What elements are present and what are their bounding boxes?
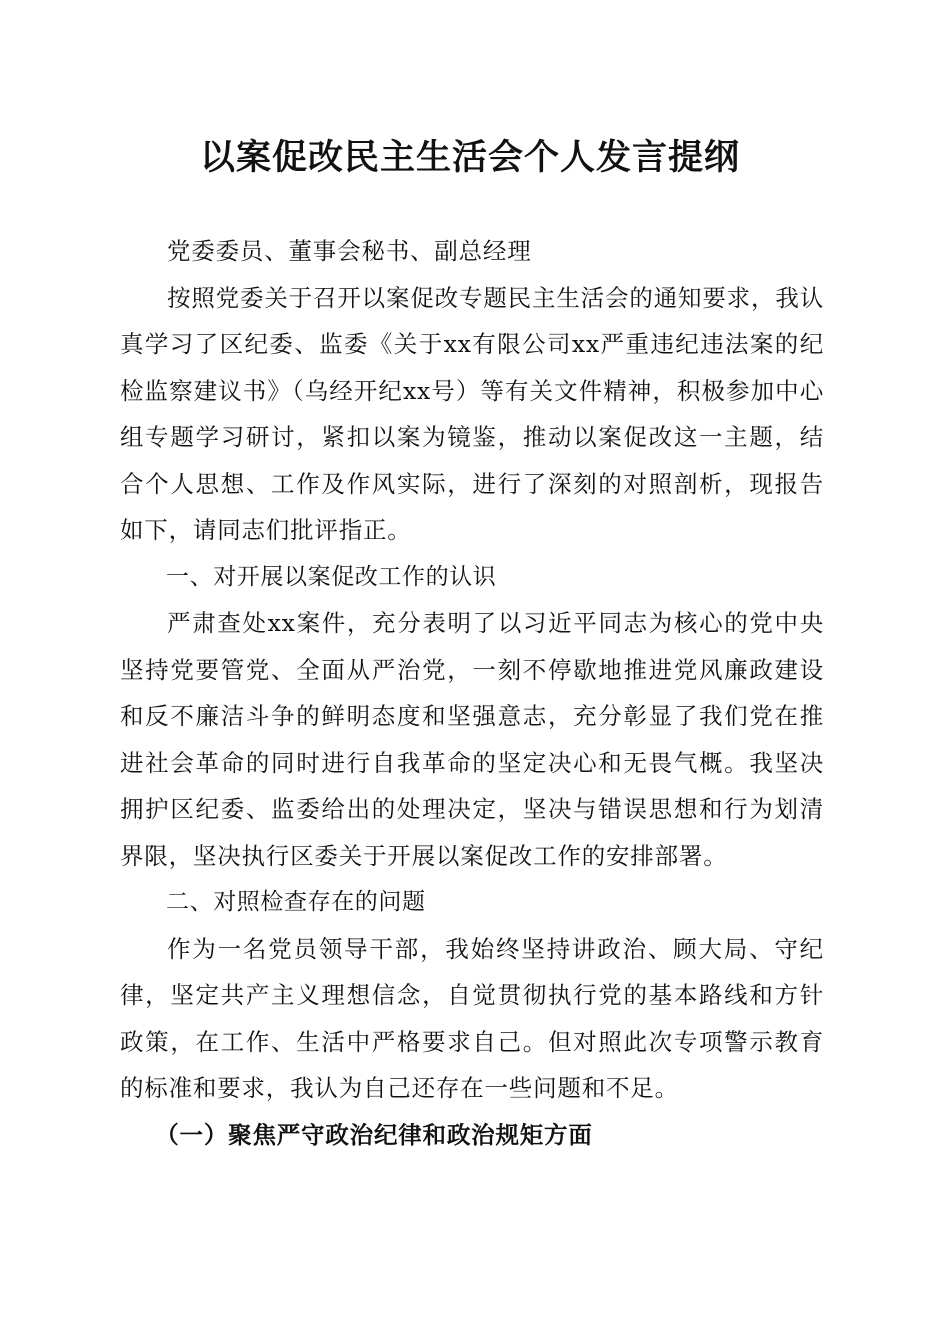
section-heading: 一、对开展以案促改工作的认识 xyxy=(166,563,497,590)
document-title: 以案促改民主生活会个人发言提纲 xyxy=(199,137,740,178)
intro-paragraph: 按照党委关于召开以案促改专题民主生活会的通知要求，我认真学习了区纪委、监委《关于xx有限公司xx严重违纪违法案的纪检监察建议书》（乌经开纪xx号）等有关文件精神，积极参加中心组专题学习研讨，紧扣以案为镜鉴，推动以案促改这一主题，结合个人思想、工作及作风实际，进行了深刻的对照剖析，现报告如下，请同志们批评指正。 xyxy=(120,283,824,544)
document-body xyxy=(120,228,824,1158)
subsection-heading: （一）聚焦严守政治纪律和政治规矩方面 xyxy=(155,1120,593,1149)
section-paragraph: 作为一名党员领导干部，我始终坚持讲政治、顾大局、守纪律，坚定共产主义理想信念，自觉贯彻执行党的基本路线和方针政策，在工作、生活中严格要求自己。但对照此次专项警示教育的标准和要求，我认为自己还存在一些问题和不足。 xyxy=(120,934,824,1102)
section-paragraph: 严肃查处xx案件，充分表明了以习近平同志为核心的党中央坚持党要管党、全面从严治党，一刻不停歇地推进党风廉政建设和反不廉洁斗争的鲜明态度和坚强意志，充分彰显了我们党在推进社会革命的同时进行自我革命的坚定决心和无畏气概。我坚决拥护区纪委、监委给出的处理决定，坚决与错误思想和行为划清界限，坚决执行区委关于开展以案促改工作的安排部署。 xyxy=(120,609,824,870)
section-heading: 二、对照检查存在的问题 xyxy=(166,889,426,915)
speaker-role: 党委委员、董事会秘书、副总经理 xyxy=(167,237,532,265)
